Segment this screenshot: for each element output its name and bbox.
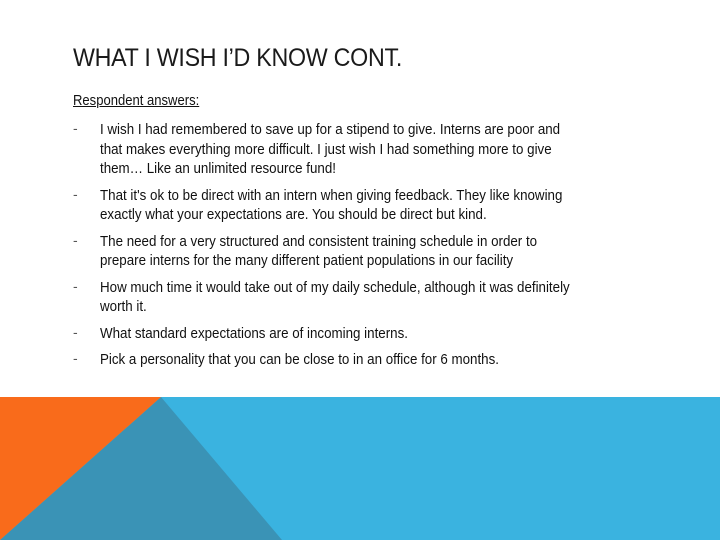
- item-text-line: How much time it would take out of my daily schedule, although it was definitely: [100, 278, 570, 296]
- item-text-line: That it's ok to be direct with an intern when giving feedback. They like knowing: [100, 186, 563, 204]
- item-text-line: that makes everything more difficult. I just wish I had something more to give: [100, 140, 552, 158]
- list-item: [73, 186, 693, 225]
- bullet-dash: -: [73, 185, 78, 202]
- item-text-line: The need for a very structured and consistent training schedule in order to: [100, 232, 538, 250]
- item-text-line: What standard expectations are of incoming interns.: [100, 324, 408, 342]
- bullet-dash: -: [73, 120, 78, 136]
- list-item: [73, 232, 693, 271]
- bullet-dash: -: [73, 323, 78, 340]
- list-item: [73, 324, 693, 344]
- list-item: [73, 120, 693, 179]
- item-text-line: I wish I had remembered to save up for a stipend to give. Interns are poor and: [100, 121, 561, 138]
- slide-title: WHAT I WISH I’D KNOW CONT.: [73, 44, 403, 72]
- list-item: [73, 278, 693, 317]
- item-text-line: prepare interns for the many different patient populations in our facility: [100, 252, 514, 269]
- item-text-line: Pick a personality that you can be close to in an office for 6 months.: [100, 351, 499, 368]
- item-text-line: exactly what your expectations are. You should be direct but kind.: [100, 206, 487, 223]
- item-text-line: them… Like an unlimited resource fund!: [100, 160, 336, 177]
- item-text-line: worth it.: [100, 298, 147, 315]
- decorative-footer-band: [0, 397, 720, 540]
- answer-list: [73, 120, 693, 377]
- bullet-dash: -: [73, 350, 78, 366]
- list-item: [73, 350, 693, 370]
- subheading: Respondent answers:: [73, 93, 200, 109]
- bullet-dash: -: [73, 231, 78, 248]
- bullet-dash: -: [73, 277, 78, 294]
